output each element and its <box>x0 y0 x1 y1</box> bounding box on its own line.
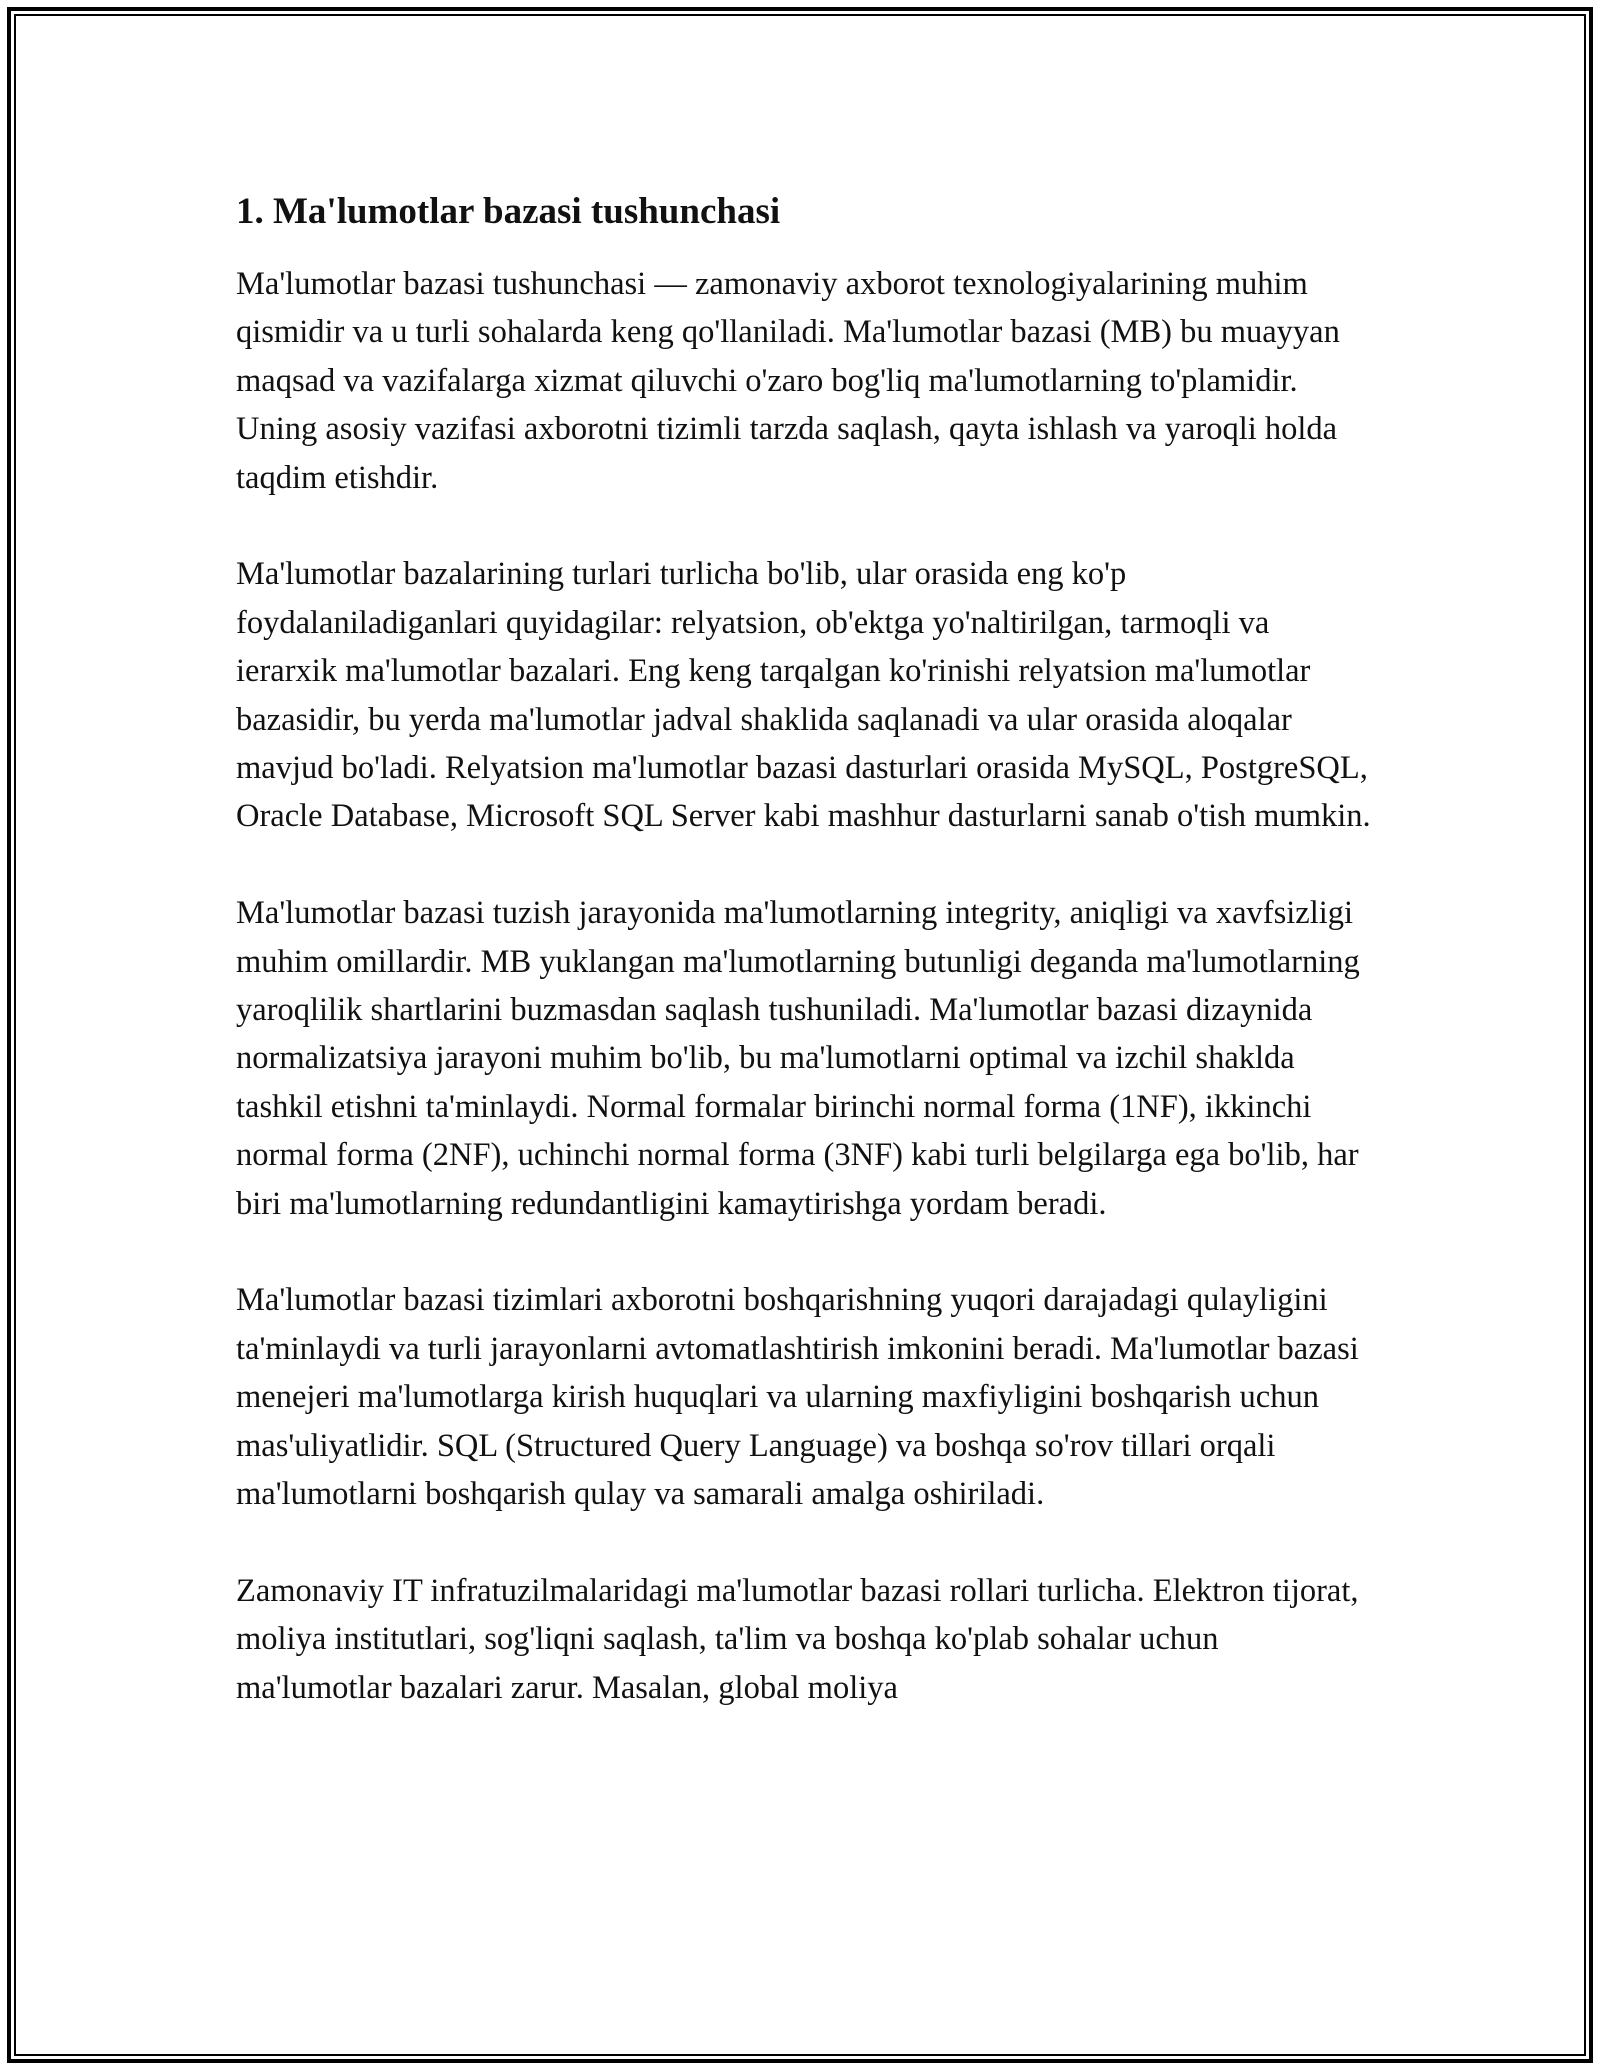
paragraph-4: Ma'lumotlar bazasi tizimlari axborotni boshqarishning yuqori darajadagi qulayligini ta'minlaydi va turli jarayonlarni avtomatlashtirish imkonini beradi. Ma'lumotlar bazasi menejeri ma'lumotlarga kirish huquqlari va ularning maxfiyligini boshqarish uchun mas'uliyatlidir. SQL (Structured Query Language) va boshqa so'rov tillari orqali ma'lumotlarni boshqarish qulay va samarali amalga oshiriladi. <box>236 1282 1359 1513</box>
document-body <box>236 188 1371 1712</box>
paragraph-1: Ma'lumotlar bazasi tushunchasi — zamonaviy axborot texnologiyalarining muhim qismidir va u turli sohalarda keng qo'llaniladi. Ma'lumotlar bazasi (MB) bu muayyan maqsad va vazifalarga xizmat qiluvchi o'zaro bog'liq ma'lumotlarning to'plamidir. Uning asosiy vazifasi axborotni tizimli tarzda saqlash, qayta ishlash va yaroqli holda taqdim etishdir. <box>236 266 1340 496</box>
section-heading: 1. Ma'lumotlar bazasi tushunchasi <box>236 191 781 232</box>
paragraph-3: Ma'lumotlar bazasi tuzish jarayonida ma'lumotlarning integrity, aniqligi va xavfsizligi muhim omillardir. MB yuklangan ma'lumotlarning butunligi deganda ma'lumotlarning yaroqlilik shartlarini buzmasdan saqlash tushuniladi. Ma'lumotlar bazasi dizaynida normalizatsiya jarayoni muhim bo'lib, bu ma'lumotlarni optimal va izchil shakldа tashkil etishni ta'minlaydi. Normal formalar birinchi normal forma (1NF), ikkinchi normal forma (2NF), uchinchi normal forma (3NF) kabi turli belgilarga ega bo'lib, har biri ma'lumotlarning redundantligini kamaytirishga yordam beradi. <box>236 895 1360 1222</box>
paragraph-2: Ma'lumotlar bazalarining turlari turlicha bo'lib, ular orasida eng ko'p foydalaniladiganlari quyidagilar: relyatsion, ob'ektga yo'naltirilgan, tarmoqli va ierarxik ma'lumotlar bazalari. Eng keng tarqalgan ko'rinishi relyatsion ma'lumotlar bazasidir, bu yerda ma'lumotlar jadval shaklida saqlanadi va ular orasida aloqalar mavjud bo'ladi. Relyatsion ma'lumotlar bazasi dasturlari orasida MySQL, PostgreSQL, Oracle Database, Microsoft SQL Server kabi mashhur dasturlarni sanab o'tish mumkin. <box>236 556 1371 835</box>
paragraph-5: Zamonaviy IT infratuzilmalaridagi ma'lumotlar bazasi rollari turlicha. Elektron tijorat, moliya institutlari, sog'liqni saqlash, ta'lim va boshqa ko'plab sohalar uchun ma'lumotlar bazalari zarur. Masalan, global moliya <box>236 1572 1359 1706</box>
